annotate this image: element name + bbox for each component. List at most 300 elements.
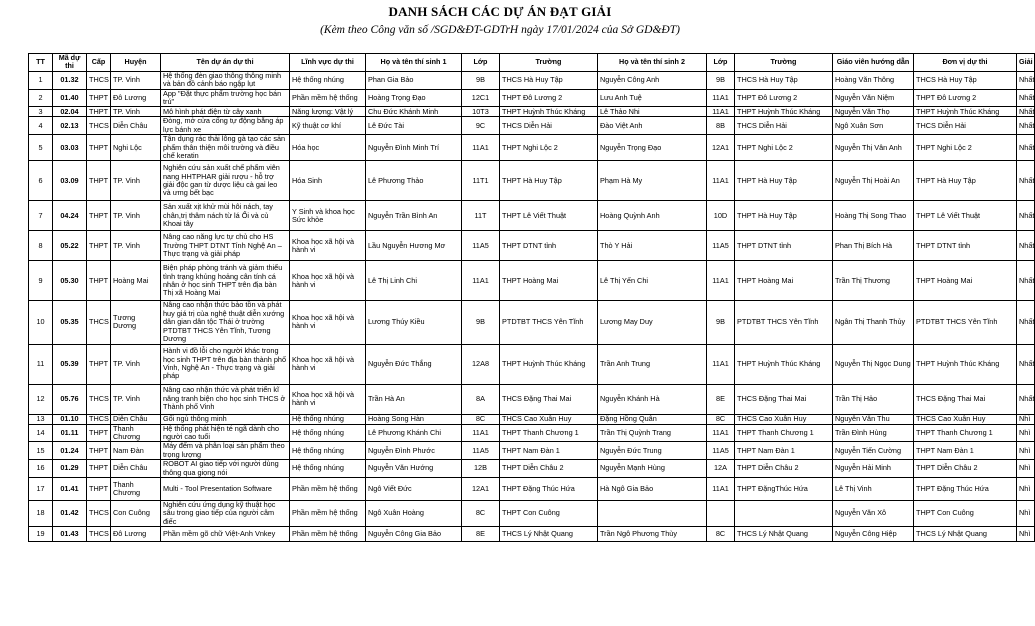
- cell-truong-2: THCS Hà Huy Tập: [735, 71, 833, 89]
- column-header-thi-sinh-1: Họ và tên thí sinh 1: [366, 54, 462, 72]
- cell-cap: THPT: [87, 161, 111, 201]
- cell-lop-2: 11A5: [707, 442, 735, 460]
- cell-tt: 7: [29, 201, 53, 231]
- cell-truong-1: THPT Hoàng Mai: [500, 261, 598, 301]
- cell-huyen: Đô Lương: [111, 527, 161, 542]
- cell-thi-sinh-2: Trần Anh Trung: [598, 344, 707, 384]
- cell-giao-vien: Lê Thị Vinh: [833, 477, 914, 500]
- cell-truong-1: THCS Diễn Hải: [500, 117, 598, 135]
- table-row: [29, 527, 1035, 542]
- cell-giao-vien: Trần Đình Hùng: [833, 424, 914, 442]
- cell-huyen: TP. Vinh: [111, 161, 161, 201]
- cell-thi-sinh-1: Ngô Xuân Hoàng: [366, 500, 462, 526]
- table-row: [29, 117, 1035, 135]
- cell-huyen: Nghi Lộc: [111, 135, 161, 161]
- cell-giao-vien: Hoàng Văn Thông: [833, 71, 914, 89]
- cell-ten-du-an: Tận dụng rác thải lông gà tạo các sản phẩm thân thiện môi trường và điều chế keratin: [161, 135, 290, 161]
- cell-thi-sinh-1: Ngô Viết Đức: [366, 477, 462, 500]
- cell-linh-vuc: Hệ thống nhúng: [290, 71, 366, 89]
- cell-lop-1: 12A8: [462, 344, 500, 384]
- cell-giao-vien: Nguyễn Văn Niệm: [833, 89, 914, 107]
- cell-giao-vien: Hoàng Thị Song Thao: [833, 201, 914, 231]
- cell-thi-sinh-1: Nguyễn Đình Phước: [366, 442, 462, 460]
- cell-ma-du-thi: 02.13: [53, 117, 87, 135]
- cell-giai: Nhất: [1017, 201, 1035, 231]
- cell-lop-2: 9B: [707, 301, 735, 344]
- cell-lop-1: 12A1: [462, 477, 500, 500]
- cell-truong-2: THPT Hoàng Mai: [735, 261, 833, 301]
- cell-ma-du-thi: 01.32: [53, 71, 87, 89]
- cell-thi-sinh-1: Nguyễn Đức Thắng: [366, 344, 462, 384]
- cell-tt: 14: [29, 424, 53, 442]
- cell-thi-sinh-1: Lương Thúy Kiều: [366, 301, 462, 344]
- cell-lop-1: 12B: [462, 460, 500, 478]
- column-header-cap: Cấp: [87, 54, 111, 72]
- cell-truong-2: THCS Diễn Hải: [735, 117, 833, 135]
- cell-thi-sinh-2: Trần Thị Quỳnh Trang: [598, 424, 707, 442]
- cell-ten-du-an: Hệ thống phát hiện té ngã dành cho người cao tuổi: [161, 424, 290, 442]
- cell-ma-du-thi: 01.42: [53, 500, 87, 526]
- cell-truong-1: THPT Thanh Chương 1: [500, 424, 598, 442]
- cell-truong-1: THPT Đô Lương 2: [500, 89, 598, 107]
- cell-ten-du-an: Mô hình phát điện từ cây xanh: [161, 107, 290, 117]
- cell-lop-1: 11A1: [462, 261, 500, 301]
- cell-truong-2: THPT Hà Huy Tập: [735, 201, 833, 231]
- cell-linh-vuc: Phần mềm hệ thống: [290, 477, 366, 500]
- cell-truong-2: THPT Nam Đàn 1: [735, 442, 833, 460]
- cell-lop-2: 11A1: [707, 161, 735, 201]
- cell-giao-vien: Nguyễn Công Hiệp: [833, 527, 914, 542]
- cell-giai: Nhất: [1017, 71, 1035, 89]
- cell-giao-vien: Nguyễn Văn Thu: [833, 414, 914, 424]
- cell-giai: Nhất: [1017, 117, 1035, 135]
- column-header-thi-sinh-2: Họ và tên thí sinh 2: [598, 54, 707, 72]
- cell-ten-du-an: Đòng, mở cửa cống tự động bằng áp lực bánh xe: [161, 117, 290, 135]
- cell-linh-vuc: Năng lượng: Vật lý: [290, 107, 366, 117]
- cell-thi-sinh-2: Đặng Hồng Quân: [598, 414, 707, 424]
- cell-giao-vien: Nguyễn Thị Ngọc Dung: [833, 344, 914, 384]
- cell-lop-1: 11A5: [462, 442, 500, 460]
- cell-ten-du-an: Nghiên cứu sản xuất chế phẩm viên nang HHTPHAR giải rượu - hỗ trợ giải độc gan từ dược liệu cà gai leo và ưmg bết bạc: [161, 161, 290, 201]
- cell-linh-vuc: Khoa học xã hội và hành vi: [290, 384, 366, 414]
- cell-giai: Nhì: [1017, 460, 1035, 478]
- cell-linh-vuc: Y Sinh và khoa học Sức khỏe: [290, 201, 366, 231]
- cell-lop-1: 10T3: [462, 107, 500, 117]
- cell-don-vi: THCS Hà Huy Tập: [914, 71, 1017, 89]
- cell-truong-1: THPT Diễn Châu 2: [500, 460, 598, 478]
- cell-cap: THPT: [87, 135, 111, 161]
- awards-table: [28, 53, 1035, 542]
- table-row: [29, 231, 1035, 261]
- cell-lop-1: 12C1: [462, 89, 500, 107]
- cell-don-vi: THPT Huỳnh Thúc Kháng: [914, 344, 1017, 384]
- cell-giao-vien: Nguyễn Hải Minh: [833, 460, 914, 478]
- cell-thi-sinh-2: Lưu Anh Tuệ: [598, 89, 707, 107]
- cell-huyen: Thanh Chương: [111, 477, 161, 500]
- table-row: [29, 460, 1035, 478]
- cell-giai: Nhì: [1017, 477, 1035, 500]
- cell-ma-du-thi: 01.40: [53, 89, 87, 107]
- cell-lop-1: 9C: [462, 117, 500, 135]
- cell-giai: Nhì: [1017, 442, 1035, 460]
- cell-cap: THCS: [87, 384, 111, 414]
- cell-linh-vuc: Khoa học xã hội và hành vi: [290, 261, 366, 301]
- cell-tt: 12: [29, 384, 53, 414]
- cell-giai: Nhì: [1017, 414, 1035, 424]
- table-row: [29, 89, 1035, 107]
- cell-huyen: Con Cuông: [111, 500, 161, 526]
- cell-truong-1: THPT Đặng Thúc Hứa: [500, 477, 598, 500]
- cell-giao-vien: Nguyễn Tiến Cường: [833, 442, 914, 460]
- cell-ten-du-an: Nghiên cứu ứng dụng kỹ thuật học sâu trong giao tiếp của người câm điếc: [161, 500, 290, 526]
- cell-lop-2: 10D: [707, 201, 735, 231]
- cell-truong-1: THPT Nam Đàn 1: [500, 442, 598, 460]
- cell-ma-du-thi: 03.09: [53, 161, 87, 201]
- cell-linh-vuc: Phần mềm hệ thống: [290, 89, 366, 107]
- column-header-giai: Giải: [1017, 54, 1035, 72]
- cell-tt: 17: [29, 477, 53, 500]
- column-header-truong-1: Trường: [500, 54, 598, 72]
- cell-thi-sinh-2: Lương May Duy: [598, 301, 707, 344]
- cell-thi-sinh-1: Trần Hà An: [366, 384, 462, 414]
- cell-truong-1: PTDTBT THCS Yên Tĩnh: [500, 301, 598, 344]
- cell-don-vi: PTDTBT THCS Yên Tĩnh: [914, 301, 1017, 344]
- cell-huyen: Diễn Châu: [111, 460, 161, 478]
- cell-cap: THCS: [87, 414, 111, 424]
- cell-thi-sinh-2: Nguyễn Công Anh: [598, 71, 707, 89]
- cell-truong-1: THPT Con Cuông: [500, 500, 598, 526]
- cell-thi-sinh-2: Nguyễn Mạnh Hùng: [598, 460, 707, 478]
- cell-lop-2: 8B: [707, 117, 735, 135]
- cell-linh-vuc: Khoa học xã hội và hành vi: [290, 344, 366, 384]
- cell-truong-1: THCS Cao Xuân Huy: [500, 414, 598, 424]
- cell-ma-du-thi: 05.22: [53, 231, 87, 261]
- cell-don-vi: THPT Đặng Thúc Hứa: [914, 477, 1017, 500]
- cell-ma-du-thi: 04.24: [53, 201, 87, 231]
- cell-tt: 13: [29, 414, 53, 424]
- cell-thi-sinh-1: Hoàng Song Hàn: [366, 414, 462, 424]
- cell-giai: Nhất: [1017, 135, 1035, 161]
- cell-linh-vuc: Hóa học: [290, 135, 366, 161]
- cell-lop-2: 11A1: [707, 107, 735, 117]
- cell-lop-1: 9B: [462, 301, 500, 344]
- cell-truong-2: THPT Thanh Chương 1: [735, 424, 833, 442]
- column-header-lop-2: Lớp: [707, 54, 735, 72]
- table-row: [29, 477, 1035, 500]
- cell-thi-sinh-2: Nguyễn Khánh Hà: [598, 384, 707, 414]
- cell-tt: 16: [29, 460, 53, 478]
- cell-ten-du-an: App "Đặt thực phẩm trường học bán trú": [161, 89, 290, 107]
- cell-lop-2: 8C: [707, 414, 735, 424]
- cell-cap: THPT: [87, 344, 111, 384]
- cell-giao-vien: Phan Thị Bích Hà: [833, 231, 914, 261]
- cell-thi-sinh-1: Lầu Nguyễn Hương Mơ: [366, 231, 462, 261]
- column-header-truong-2: Trường: [735, 54, 833, 72]
- cell-huyen: TP. Vinh: [111, 384, 161, 414]
- cell-linh-vuc: Hệ thống nhúng: [290, 414, 366, 424]
- cell-tt: 4: [29, 117, 53, 135]
- cell-lop-1: 8C: [462, 500, 500, 526]
- cell-tt: 6: [29, 161, 53, 201]
- cell-ma-du-thi: 01.29: [53, 460, 87, 478]
- cell-tt: 2: [29, 89, 53, 107]
- cell-tt: 8: [29, 231, 53, 261]
- cell-don-vi: THPT Nam Đàn 1: [914, 442, 1017, 460]
- cell-don-vi: THPT Hà Huy Tập: [914, 161, 1017, 201]
- cell-giai: Nhì: [1017, 424, 1035, 442]
- cell-thi-sinh-1: Lê Phương Khánh Chi: [366, 424, 462, 442]
- cell-thi-sinh-2: Phạm Hà My: [598, 161, 707, 201]
- cell-huyen: TP. Vinh: [111, 344, 161, 384]
- cell-thi-sinh-2: Thò Y Hải: [598, 231, 707, 261]
- cell-giai: Nhất: [1017, 89, 1035, 107]
- cell-ten-du-an: Máy đếm và phân loại sản phẩm theo trọng lượng: [161, 442, 290, 460]
- cell-ten-du-an: Nâng cao nhận thức và phát triển kĩ năng tranh biện cho học sinh THCS ở Thành phố Vinh: [161, 384, 290, 414]
- cell-cap: THCS: [87, 301, 111, 344]
- cell-giai: Nhì: [1017, 527, 1035, 542]
- cell-cap: THCS: [87, 527, 111, 542]
- cell-cap: THPT: [87, 89, 111, 107]
- cell-don-vi: THPT Huỳnh Thúc Kháng: [914, 107, 1017, 117]
- cell-linh-vuc: Hệ thống nhúng: [290, 442, 366, 460]
- cell-tt: 19: [29, 527, 53, 542]
- cell-don-vi: THPT Lê Viết Thuật: [914, 201, 1017, 231]
- table-row: [29, 442, 1035, 460]
- cell-huyen: TP. Vinh: [111, 107, 161, 117]
- cell-giai: Nhất: [1017, 107, 1035, 117]
- table-row: [29, 107, 1035, 117]
- cell-ma-du-thi: 01.10: [53, 414, 87, 424]
- table-row: [29, 135, 1035, 161]
- cell-don-vi: THPT Hoàng Mai: [914, 261, 1017, 301]
- table-row: [29, 261, 1035, 301]
- cell-cap: THPT: [87, 424, 111, 442]
- table-header-row: [29, 54, 1035, 72]
- cell-thi-sinh-1: Chu Đức Khánh Minh: [366, 107, 462, 117]
- cell-giao-vien: Trần Thị Thương: [833, 261, 914, 301]
- cell-thi-sinh-1: Nguyễn Công Gia Bảo: [366, 527, 462, 542]
- table-row: [29, 414, 1035, 424]
- cell-truong-2: [735, 500, 833, 526]
- cell-lop-2: 11A1: [707, 424, 735, 442]
- cell-ma-du-thi: 05.76: [53, 384, 87, 414]
- cell-ten-du-an: Nâng cao năng lực tự chủ cho HS Trường THPT DTNT Tỉnh Nghệ An – Thực trạng và giải pháp: [161, 231, 290, 261]
- cell-thi-sinh-1: Lê Đức Tài: [366, 117, 462, 135]
- cell-truong-2: THPT Huỳnh Thúc Kháng: [735, 344, 833, 384]
- cell-lop-1: 8E: [462, 527, 500, 542]
- cell-huyen: Hoàng Mai: [111, 261, 161, 301]
- cell-don-vi: THPT Đô Lương 2: [914, 89, 1017, 107]
- cell-huyen: TP. Vinh: [111, 71, 161, 89]
- table-row: [29, 344, 1035, 384]
- cell-lop-1: 8C: [462, 414, 500, 424]
- cell-huyen: Diễn Châu: [111, 414, 161, 424]
- cell-thi-sinh-2: Nguyễn Trọng Đạo: [598, 135, 707, 161]
- cell-giai: Nhì: [1017, 500, 1035, 526]
- cell-giao-vien: Nguyễn Văn Xô: [833, 500, 914, 526]
- cell-don-vi: THPT DTNT tỉnh: [914, 231, 1017, 261]
- cell-truong-1: THPT DTNT tỉnh: [500, 231, 598, 261]
- cell-truong-2: THPT Huỳnh Thúc Kháng: [735, 107, 833, 117]
- cell-thi-sinh-2: [598, 500, 707, 526]
- cell-huyen: Nam Đàn: [111, 442, 161, 460]
- cell-truong-2: THCS Đặng Thai Mai: [735, 384, 833, 414]
- cell-truong-2: PTDTBT THCS Yên Tĩnh: [735, 301, 833, 344]
- cell-cap: THCS: [87, 500, 111, 526]
- cell-thi-sinh-2: Hoàng Quỳnh Anh: [598, 201, 707, 231]
- cell-lop-2: 8E: [707, 384, 735, 414]
- cell-truong-2: THPT ĐặngThúc Hứa: [735, 477, 833, 500]
- cell-truong-1: THCS Hà Huy Tập: [500, 71, 598, 89]
- column-header-giao-vien: Giáo viên hướng dẫn: [833, 54, 914, 72]
- cell-lop-2: 11A1: [707, 344, 735, 384]
- column-header-don-vi: Đơn vị dự thi: [914, 54, 1017, 72]
- cell-truong-1: THPT Lê Viết Thuật: [500, 201, 598, 231]
- cell-thi-sinh-2: Lê Thị Yến Chi: [598, 261, 707, 301]
- cell-giao-vien: Trần Thị Hảo: [833, 384, 914, 414]
- cell-giai: Nhất: [1017, 261, 1035, 301]
- cell-truong-2: THPT Nghi Lộc 2: [735, 135, 833, 161]
- cell-tt: 10: [29, 301, 53, 344]
- cell-don-vi: THCS Lý Nhật Quang: [914, 527, 1017, 542]
- cell-linh-vuc: Hệ thống nhúng: [290, 460, 366, 478]
- cell-tt: 18: [29, 500, 53, 526]
- table-row: [29, 161, 1035, 201]
- cell-linh-vuc: Phần mềm hệ thống: [290, 500, 366, 526]
- cell-don-vi: THPT Thanh Chương 1: [914, 424, 1017, 442]
- table-row: [29, 71, 1035, 89]
- document-subtitle: (Kèm theo Công văn số /SGD&ĐT-GDTrH ngày 17/01/2024 của Sở GD&ĐT): [320, 24, 680, 36]
- cell-lop-1: 11A1: [462, 424, 500, 442]
- cell-huyen: Đô Lương: [111, 89, 161, 107]
- column-header-huyen: Huyện: [111, 54, 161, 72]
- cell-cap: THPT: [87, 477, 111, 500]
- cell-huyen: Diễn Châu: [111, 117, 161, 135]
- cell-truong-2: THPT Diễn Châu 2: [735, 460, 833, 478]
- cell-linh-vuc: Hóa Sinh: [290, 161, 366, 201]
- cell-tt: 11: [29, 344, 53, 384]
- cell-lop-2: 8C: [707, 527, 735, 542]
- cell-truong-1: THPT Hà Huy Tập: [500, 161, 598, 201]
- cell-lop-2: 11A1: [707, 477, 735, 500]
- cell-don-vi: THCS Cao Xuân Huy: [914, 414, 1017, 424]
- cell-ten-du-an: Multi - Tool Presentation Software: [161, 477, 290, 500]
- table-row: [29, 201, 1035, 231]
- cell-don-vi: THPT Diễn Châu 2: [914, 460, 1017, 478]
- cell-ten-du-an: Gối ngủ thông minh: [161, 414, 290, 424]
- cell-ma-du-thi: 05.30: [53, 261, 87, 301]
- cell-cap: THCS: [87, 71, 111, 89]
- cell-lop-2: 9B: [707, 71, 735, 89]
- cell-giai: Nhất: [1017, 231, 1035, 261]
- cell-thi-sinh-2: Lê Thảo Nhi: [598, 107, 707, 117]
- cell-huyen: Tương Dương: [111, 301, 161, 344]
- cell-ten-du-an: Hành vi đồ lỗi cho người khác trong học sinh THPT trên địa bàn thành phố Vinh, Nghệ An - Thực trạng và giải pháp: [161, 344, 290, 384]
- column-header-ten-du-an: Tên dự án dự thi: [161, 54, 290, 72]
- cell-ten-du-an: Sản xuất xịt khử mùi hôi nách, tay chân,trị thâm nách từ lá Ổi và củ Khoai tây: [161, 201, 290, 231]
- cell-lop-2: 11A1: [707, 261, 735, 301]
- cell-thi-sinh-1: Nguyễn Trần Bình An: [366, 201, 462, 231]
- cell-huyen: TP. Vinh: [111, 231, 161, 261]
- cell-lop-1: 11A1: [462, 135, 500, 161]
- cell-truong-2: THPT Đô Lương 2: [735, 89, 833, 107]
- cell-ma-du-thi: 05.39: [53, 344, 87, 384]
- cell-ma-du-thi: 03.03: [53, 135, 87, 161]
- cell-giai: Nhất: [1017, 384, 1035, 414]
- cell-don-vi: THPT Nghi Lộc 2: [914, 135, 1017, 161]
- cell-lop-2: 11A5: [707, 231, 735, 261]
- cell-giao-vien: Ngân Thị Thanh Thủy: [833, 301, 914, 344]
- cell-don-vi: THCS Diễn Hải: [914, 117, 1017, 135]
- cell-giai: Nhất: [1017, 161, 1035, 201]
- cell-thi-sinh-2: Trần Ngô Phương Thùy: [598, 527, 707, 542]
- column-header-linh-vuc: Lĩnh vực dự thi: [290, 54, 366, 72]
- cell-linh-vuc: Phần mềm hệ thống: [290, 527, 366, 542]
- cell-lop-1: 11A5: [462, 231, 500, 261]
- cell-thi-sinh-1: Lê Thị Linh Chi: [366, 261, 462, 301]
- column-header-lop-1: Lớp: [462, 54, 500, 72]
- cell-lop-1: 9B: [462, 71, 500, 89]
- cell-ten-du-an: Nâng cao nhận thức bảo tồn và phát huy giá trị của nghệ thuật diễn xướng dân gian dân tộc Thái ở trường PTDTBT THCS Yên Tĩnh, Tương Dương: [161, 301, 290, 344]
- cell-giai: Nhất: [1017, 344, 1035, 384]
- cell-tt: 3: [29, 107, 53, 117]
- cell-ma-du-thi: 05.35: [53, 301, 87, 344]
- cell-tt: 1: [29, 71, 53, 89]
- cell-don-vi: THCS Đặng Thai Mai: [914, 384, 1017, 414]
- table-row: [29, 384, 1035, 414]
- cell-lop-1: 11T1: [462, 161, 500, 201]
- column-header-ma-du-thi: Mã dự thi: [53, 54, 87, 72]
- cell-truong-1: THCS Lý Nhật Quang: [500, 527, 598, 542]
- cell-cap: THPT: [87, 261, 111, 301]
- cell-linh-vuc: Khoa học xã hội và hành vi: [290, 301, 366, 344]
- cell-ma-du-thi: 02.04: [53, 107, 87, 117]
- cell-thi-sinh-1: Nguyễn Văn Hướng: [366, 460, 462, 478]
- cell-cap: THPT: [87, 107, 111, 117]
- cell-thi-sinh-1: Phan Gia Bảo: [366, 71, 462, 89]
- cell-cap: THPT: [87, 231, 111, 261]
- table-row: [29, 500, 1035, 526]
- cell-tt: 5: [29, 135, 53, 161]
- cell-ma-du-thi: 01.11: [53, 424, 87, 442]
- cell-cap: THPT: [87, 442, 111, 460]
- cell-ma-du-thi: 01.41: [53, 477, 87, 500]
- cell-cap: THPT: [87, 201, 111, 231]
- cell-ten-du-an: Hệ thống đèn giao thông thông minh và bản đồ cảnh báo ngập lụt: [161, 71, 290, 89]
- cell-lop-2: 12A1: [707, 135, 735, 161]
- cell-truong-1: THPT Huỳnh Thúc Kháng: [500, 344, 598, 384]
- cell-thi-sinh-2: Nguyễn Đức Trung: [598, 442, 707, 460]
- cell-lop-1: 11T: [462, 201, 500, 231]
- cell-giai: Nhất: [1017, 301, 1035, 344]
- cell-thi-sinh-1: Lê Phương Thảo: [366, 161, 462, 201]
- cell-truong-2: THCS Cao Xuân Huy: [735, 414, 833, 424]
- cell-cap: THCS: [87, 117, 111, 135]
- cell-huyen: Thanh Chương: [111, 424, 161, 442]
- cell-truong-2: THCS Lý Nhật Quang: [735, 527, 833, 542]
- cell-huyen: TP. Vinh: [111, 201, 161, 231]
- cell-giao-vien: Nguyễn Văn Thọ: [833, 107, 914, 117]
- cell-truong-2: THPT DTNT tỉnh: [735, 231, 833, 261]
- cell-cap: THPT: [87, 460, 111, 478]
- cell-truong-1: THPT Nghi Lộc 2: [500, 135, 598, 161]
- cell-thi-sinh-2: Hà Ngô Gia Bảo: [598, 477, 707, 500]
- cell-ten-du-an: Phần mềm gõ chữ Việt-Anh Vnkey: [161, 527, 290, 542]
- cell-truong-2: THPT Hà Huy Tập: [735, 161, 833, 201]
- cell-lop-2: 12A: [707, 460, 735, 478]
- cell-giao-vien: Nguyễn Thị Hoài An: [833, 161, 914, 201]
- cell-linh-vuc: Khoa học xã hội và hành vi: [290, 231, 366, 261]
